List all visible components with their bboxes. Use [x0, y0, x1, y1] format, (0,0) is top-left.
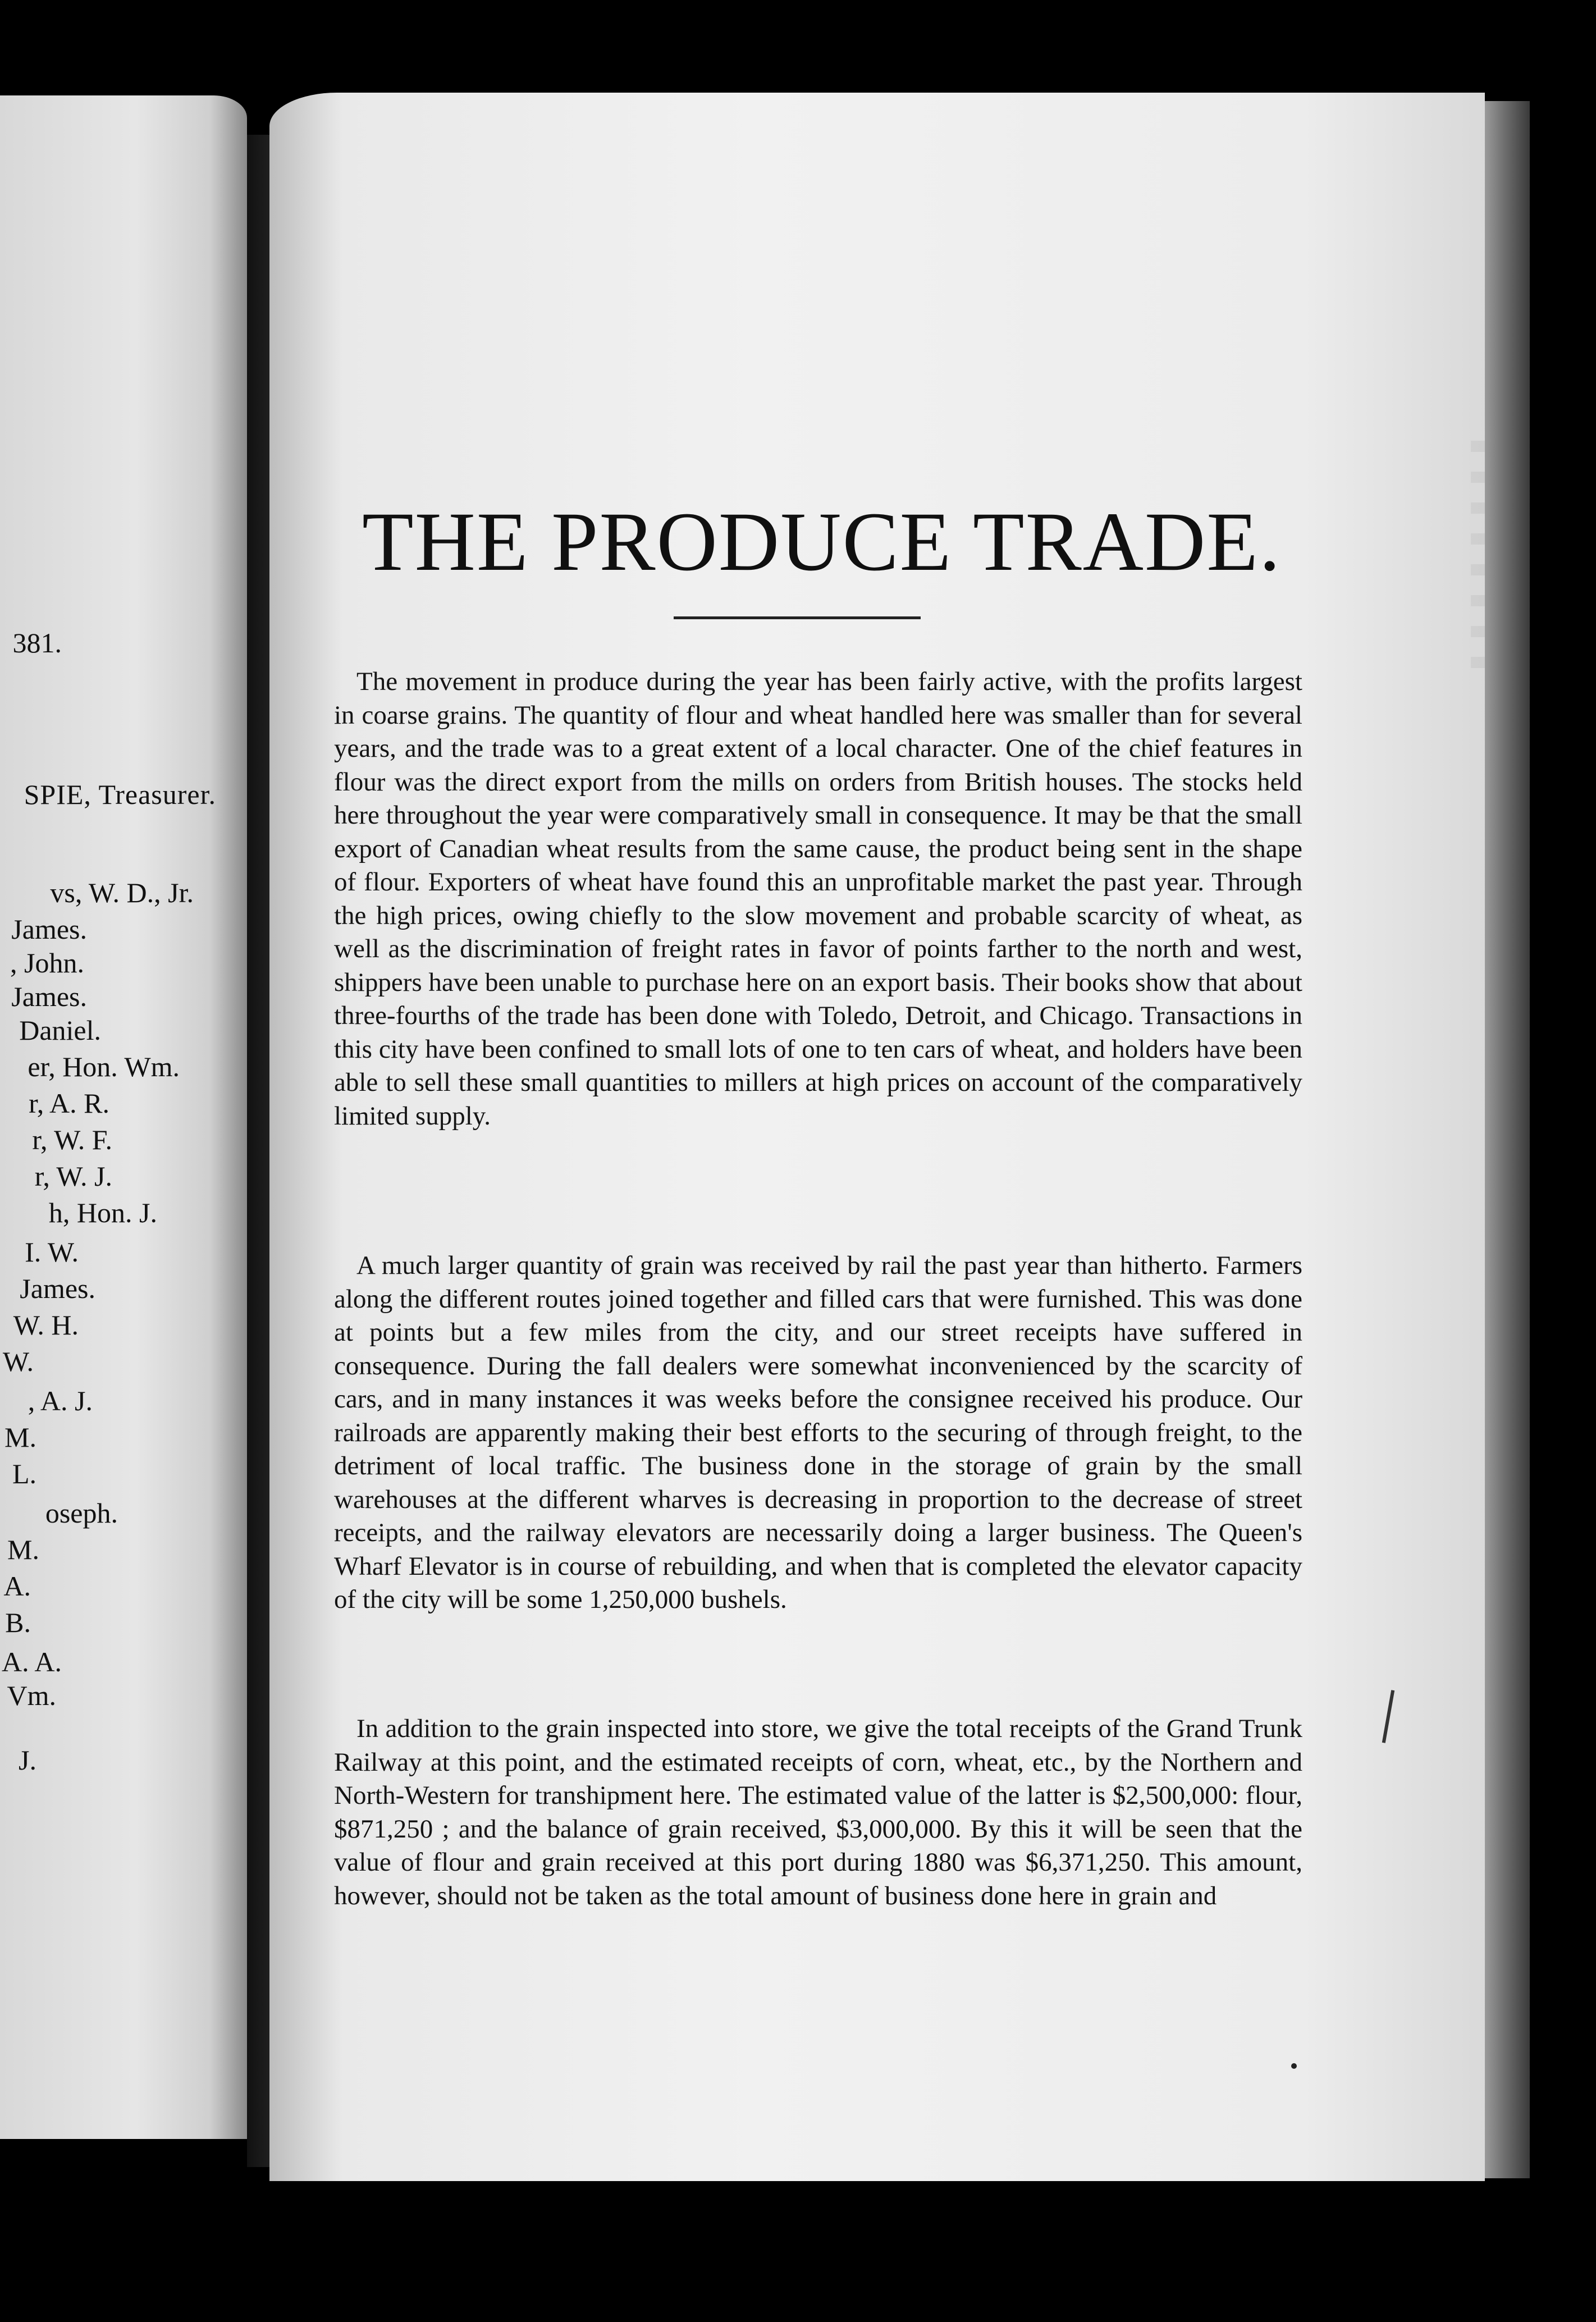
ink-dot-mark	[1291, 2063, 1297, 2069]
left-page-line: Vm.	[7, 1680, 56, 1711]
left-facing-page	[0, 95, 247, 2139]
bleed-through-texture	[1471, 441, 1485, 677]
left-page-line: Daniel.	[19, 1014, 101, 1046]
left-page-line: h, Hon. J.	[48, 1197, 157, 1228]
left-page-line: B.	[5, 1607, 31, 1638]
left-page-line: r, W. F.	[32, 1124, 112, 1155]
article-paragraph: A much larger quantity of grain was received by rail the past year than hitherto. Farmers along the different routes joined together and filled cars that were furnished. This was done at points but a few miles from the city, and our street receipts have suffered in consequence. During the fall dealers were somewhat inconvenienced by the scarcity of cars, and in many instances it was weeks before the consignee received his produce. Our railroads are apparently making their best efforts to the securing of through freight, to the detriment of local traffic. The business done in the storage of grain by the small warehouses at the different wharves is decreasing in proportion to the decrease of street receipts, and the railway elevators are necessarily doing a larger business. The Queen's Wharf Elevator is in course of rebuilding, and when that is completed the elevator capacity of the city will be some 1,250,000 bushels.	[334, 1251, 1302, 1614]
left-page-line: James.	[11, 913, 87, 945]
left-page-line: , A. J.	[28, 1385, 93, 1416]
left-page-line: W. H.	[13, 1309, 79, 1341]
left-page-line: A. A.	[2, 1646, 62, 1677]
left-page-line: I. W.	[25, 1236, 79, 1268]
left-page-line: , John.	[10, 947, 84, 979]
left-page-line: 381.	[12, 627, 62, 659]
left-page-line: W.	[2, 1346, 34, 1377]
article-paragraph: In addition to the grain inspected into store, we give the total receipts of the Grand Trunk Railway at this point, and the estimated receipts of corn, wheat, etc., by the Northern and North-Western for transhipment here. The estimated value of the latter is $2,500,000: flour, $871,250 ; and the balance of grain received, $3,000,000. By this it will be seen that the value of flour and grain received at this port during 1880 was $6,371,250. This amount, however, should not be taken as the total amount of business done here in grain and	[334, 1714, 1302, 1910]
left-page-line: vs, W. D., Jr.	[50, 877, 194, 908]
left-page-line: SPIE, Treasurer.	[24, 779, 216, 810]
article-title: THE PRODUCE TRADE.	[362, 495, 1282, 588]
article-body	[334, 0, 1302, 2088]
left-page-line: L.	[12, 1458, 36, 1489]
article-paragraph: The movement in produce during the year has been fairly active, with the profits largest in coarse grains. The quantity of flour and wheat handled here was smaller than for several years, and the trade was to a great extent of a local character. One of the chief features in flour was the direct export from the mills on orders from British houses. The stocks held here throughout the year were comparatively small in consequence. It may be that the small export of Canadian wheat results from the same cause, the product being sent in the shape of flour. Exporters of wheat have found this an unprofitable market the past year. Through the high prices, owing chiefly to the slow movement and probable scarcity of wheat, as well as the discrimination of freight rates in favor of points farther to the north and west, shippers have been unable to purchase here on an export basis. Their books show that about three-fourths of the trade has been done with Toledo, Detroit, and Chicago. Transactions in this city have been confined to small lots of one to ten cars of wheat, and holders have been able to sell these small quantities to millers at high prices on account of the comparatively limited supply.	[334, 667, 1302, 1131]
left-page-line: oseph.	[45, 1497, 118, 1529]
page-edge-stack	[1485, 101, 1530, 2178]
left-page-line: M.	[4, 1421, 36, 1453]
left-page-line: James.	[11, 981, 87, 1012]
left-page-line: er, Hon. Wm.	[28, 1051, 180, 1082]
left-page-line: r, W. J.	[34, 1160, 112, 1192]
left-page-line: A.	[3, 1570, 31, 1602]
left-page-line: r, A. R.	[29, 1087, 109, 1119]
left-page-line: James.	[20, 1273, 95, 1304]
left-page-line: M.	[7, 1534, 39, 1565]
left-page-line: J.	[19, 1744, 36, 1776]
left-page-text-column	[0, 95, 247, 2139]
